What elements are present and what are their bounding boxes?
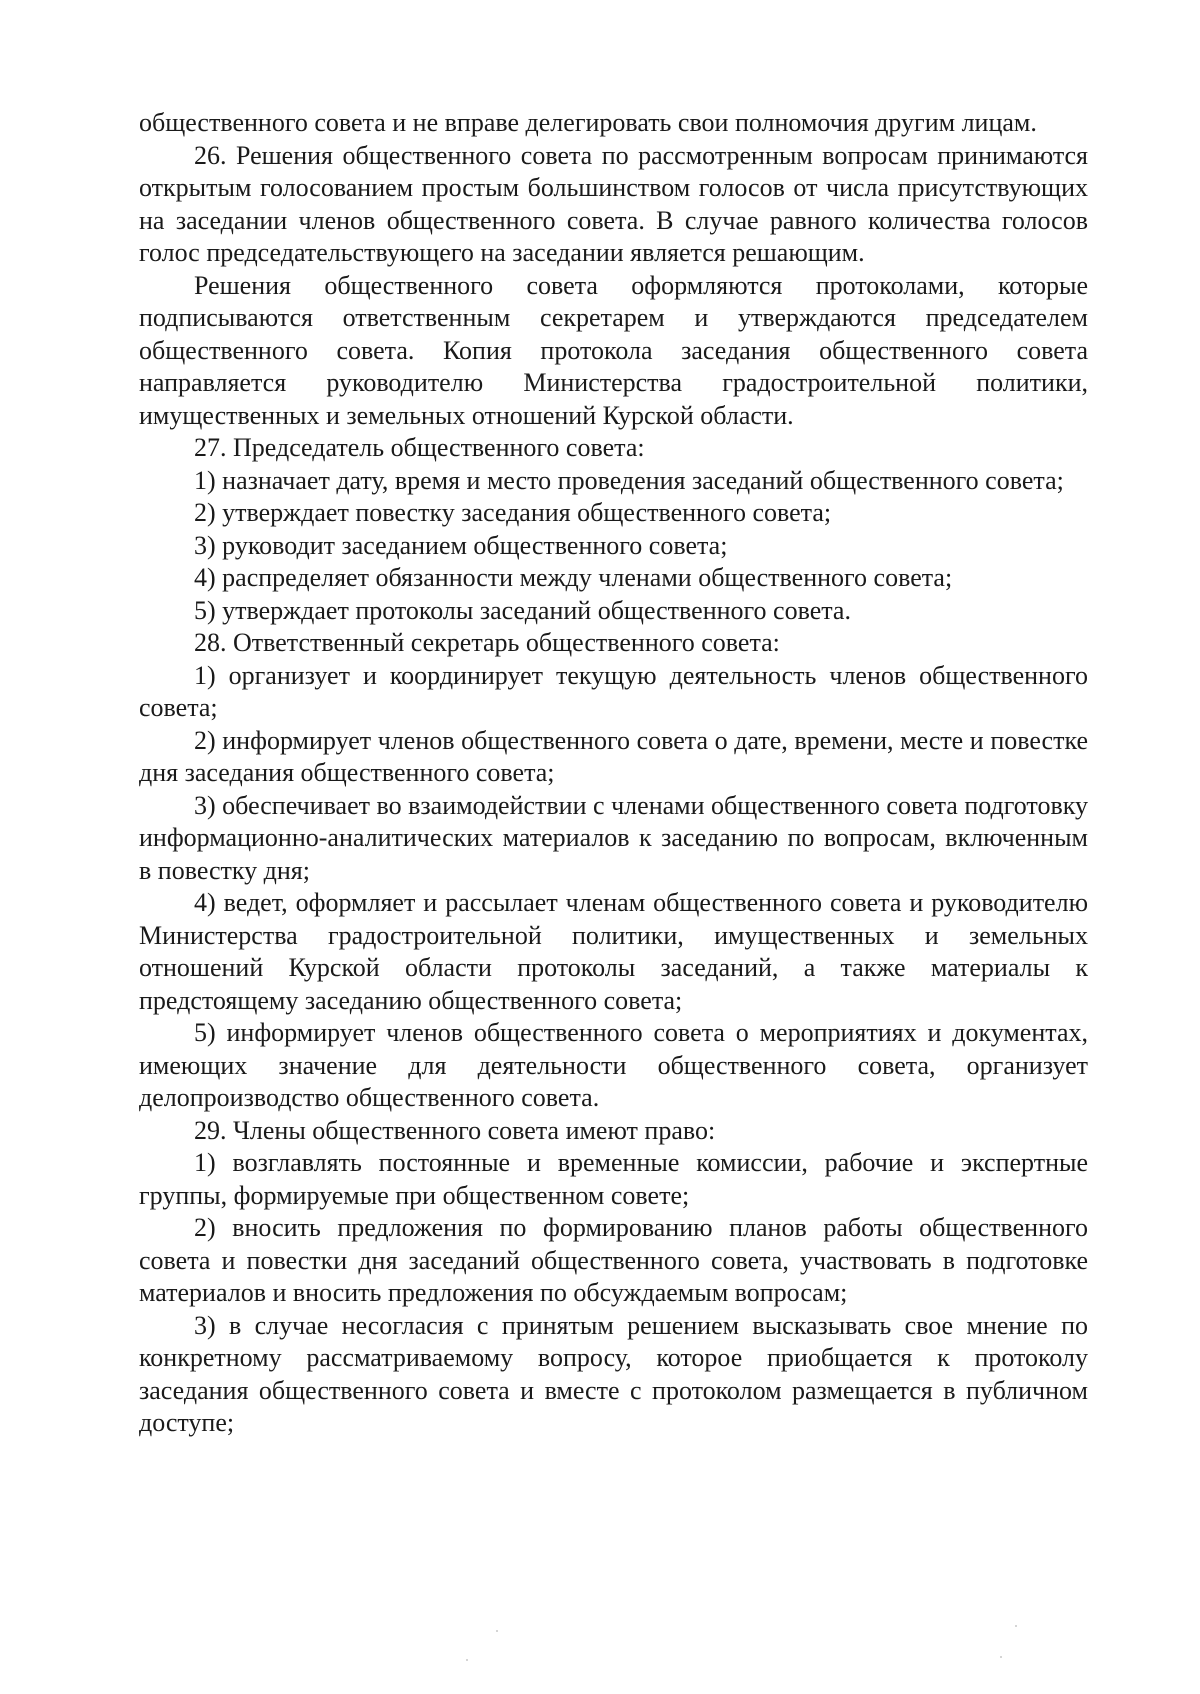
paragraph-27-item-4: 4) распределяет обязанности между членами общественного совета; [194,563,953,592]
scan-speck [496,1630,498,1632]
paragraph-29-item-2: 2) вносить предложения по формированию планов работы общественного совета и повестки дня заседаний общественного совета, участвовать в подготовке материалов и вносить предложения по обсуждаемым вопросам; [139,1213,1088,1307]
scan-speck [1015,1625,1017,1627]
paragraph-28-item-3: 3) обеспечивает во взаимодействии с членами общественного совета подготовку информационно-аналитических материалов к заседанию по вопросам, включенным в повестку дня; [139,790,1088,885]
scan-speck [466,1659,468,1661]
document-body [139,107,1088,1440]
paragraph-28-item-5: 5) информирует членов общественного совета о мероприятиях и документах, имеющих значение для деятельности общественного совета, организует делопроизводство общественного совета. [139,1018,1088,1112]
paragraph-27-item-2: 2) утверждает повестку заседания общественного совета; [194,498,832,527]
paragraph-continuation: общественного совета и не вправе делегировать свои полномочия другим лицам. [139,108,1037,137]
paragraph-26: 26. Решения общественного совета по рассмотренным вопросам принимаются открытым голосованием простым большинством голосов от числа присутствующих на заседании членов общественного совета. В случае равного количества голосов голос председательствующего на заседании является решающим. [139,140,1088,267]
paragraph-29-item-3: 3) в случае несогласия с принятым решением высказывать свое мнение по конкретному рассматриваемому вопросу, которое приобщается к протоколу заседания общественного совета и вместе с протоколом размещается в публичном доступе; [139,1310,1088,1437]
paragraph-27-heading: 27. Председатель общественного совета: [194,433,645,462]
paragraph-29-heading: 29. Члены общественного совета имеют право: [194,1115,716,1145]
scan-speck [1000,1656,1002,1658]
paragraph-27-item-1: 1) назначает дату, время и место проведения заседаний общественного совета; [194,465,1064,495]
paragraph-28-item-2: 2) информирует членов общественного совета о дате, времени, месте и повестке дня заседания общественного совета; [139,725,1088,787]
paragraph-28-heading: 28. Ответственный секретарь общественного совета: [194,628,780,657]
paragraph-protocols: Решения общественного совета оформляются протоколами, которые подписываются ответственным секретарем и утверждаются председателем общественного совета. Копия протокола заседания общественного совета направляется руководителю Министерства градостроительной политики, имущественных и земельных отношений Курской области. [139,270,1088,430]
paragraph-29-item-1: 1) возглавлять постоянные и временные комиссии, рабочие и экспертные группы, формируемые при общественном совете; [139,1148,1088,1210]
paragraph-27-item-3: 3) руководит заседанием общественного совета; [194,530,728,560]
paragraph-28-item-1: 1) организует и координирует текущую деятельность членов общественного совета; [139,660,1088,722]
paragraph-28-item-4: 4) ведет, оформляет и рассылает членам общественного совета и руководителю Министерства градостроительной политики, имущественных и земельных отношений Курской области протоколы заседаний, а также материалы к предстоящему заседанию общественного совета; [139,888,1088,1015]
paragraph-27-item-5: 5) утверждает протоколы заседаний общественного совета. [194,595,851,625]
